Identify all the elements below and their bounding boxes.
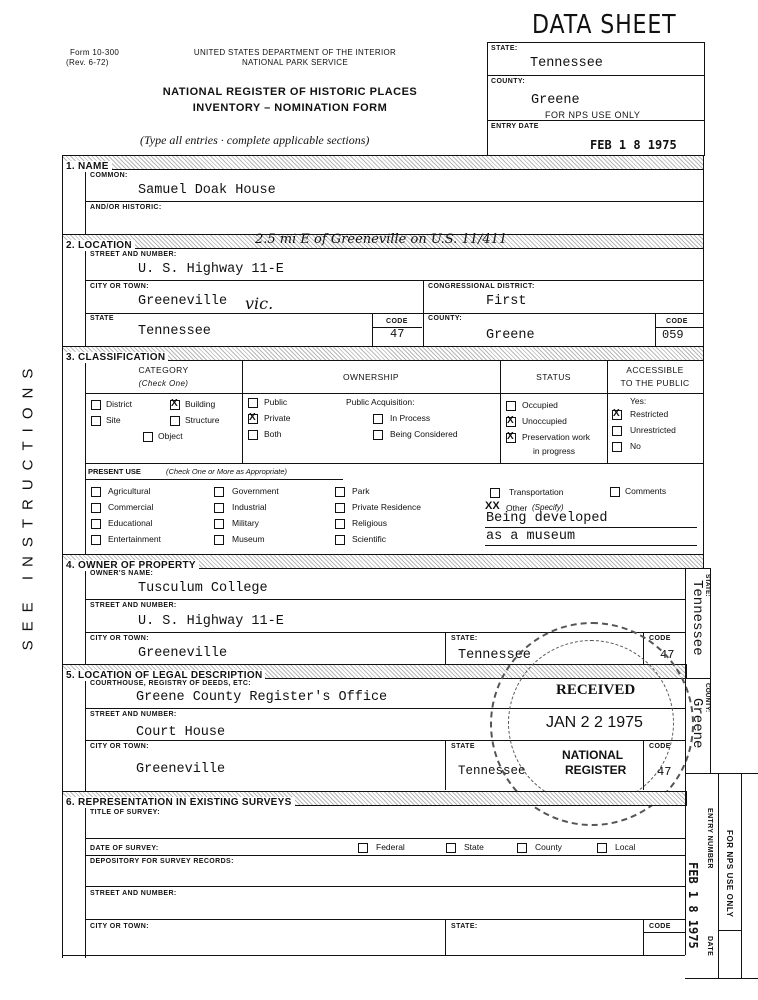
depository-state-label: STATE: [451, 923, 478, 930]
structure-label: Structure [185, 415, 220, 425]
nps-use-only: FOR NPS USE ONLY [545, 110, 641, 120]
preservation-label: Preservation work [522, 432, 591, 442]
historic-label: AND/OR HISTORIC: [90, 204, 162, 211]
courthouse-label: COURTHOUSE, REGISTRY OF DEEDS, ETC: [90, 680, 252, 687]
local-level-checkbox[interactable] [597, 843, 607, 853]
building-checkbox[interactable] [170, 400, 180, 410]
stamp-register: REGISTER [565, 763, 627, 777]
structure-checkbox[interactable] [170, 416, 180, 426]
site-label: Site [106, 415, 121, 425]
commercial-checkbox[interactable] [91, 503, 101, 513]
religious-checkbox[interactable] [335, 519, 345, 529]
service: NATIONAL PARK SERVICE [241, 58, 349, 67]
header-state-label: STATE: [491, 45, 518, 52]
street-label: STREET AND NUMBER: [90, 251, 177, 258]
building-label: Building [185, 399, 216, 409]
museum-label: Museum [232, 534, 265, 544]
scientific-checkbox[interactable] [335, 535, 345, 545]
vicinity-handwritten: vic. [245, 294, 274, 313]
data-sheet-title: DATA SHEET [532, 10, 677, 40]
form-title-1: NATIONAL REGISTER OF HISTORIC PLACES [162, 86, 418, 98]
owner-code-value: 47 [660, 648, 675, 662]
section-4-title: 4. OWNER OF PROPERTY [63, 560, 199, 571]
section-3-header [62, 346, 704, 361]
section-6-title: 6. REPRESENTATION IN EXISTING SURVEYS [63, 797, 295, 808]
restricted-checkbox[interactable] [612, 410, 622, 420]
section-1-header [62, 155, 704, 170]
military-checkbox[interactable] [214, 519, 224, 529]
see-instructions: SEE INSTRUCTIONS [19, 359, 37, 651]
educational-checkbox[interactable] [91, 519, 101, 529]
courthouse-value: Greene County Register's Office [136, 690, 388, 705]
acquisition-label: Public Acquisition: [346, 397, 415, 407]
being-considered-label: Being Considered [390, 429, 458, 439]
entry-date-stamp: FEB 1 8 1975 [590, 138, 677, 152]
form-number: Form 10-300 [70, 48, 120, 57]
site-checkbox[interactable] [91, 416, 101, 426]
section-5-title: 5. LOCATION OF LEGAL DESCRIPTION [63, 670, 265, 681]
legal-city-value: Greeneville [136, 762, 226, 777]
stamp-national: NATIONAL [562, 748, 624, 762]
federal-label: Federal [376, 842, 405, 852]
legal-city-label: CITY OR TOWN: [90, 743, 149, 750]
margin-date-label: DATE [706, 936, 713, 957]
form-title-2: INVENTORY – NOMINATION FORM [192, 102, 388, 114]
comments-checkbox[interactable] [610, 487, 620, 497]
present-use-sub: (Check One or More as Appropriate) [166, 467, 288, 476]
section-6-header [62, 791, 687, 806]
owner-code-label: CODE [649, 635, 671, 642]
occupied-label: Occupied [522, 400, 558, 410]
city-label: CITY OR TOWN: [90, 283, 149, 290]
depository-code-label: CODE [649, 923, 671, 930]
other-specify-2: as a museum [486, 529, 576, 544]
entertainment-label: Entertainment [108, 534, 161, 544]
transportation-checkbox[interactable] [490, 488, 500, 498]
loc-state-label: STATE [90, 315, 114, 322]
survey-title-label: TITLE OF SURVEY: [90, 809, 160, 816]
government-checkbox[interactable] [214, 487, 224, 497]
private-residence-checkbox[interactable] [335, 503, 345, 513]
both-label: Both [264, 429, 282, 439]
military-label: Military [232, 518, 259, 528]
other-checkbox-mark[interactable]: XX [485, 500, 500, 512]
public-label: Public [264, 397, 288, 407]
section-2-title: 2. LOCATION [63, 240, 135, 251]
private-label: Private [264, 413, 291, 423]
public-checkbox[interactable] [248, 398, 258, 408]
district-label: District [106, 399, 132, 409]
specify-label: (Specify) [532, 503, 564, 512]
owner-state-label: STATE: [451, 635, 478, 642]
industrial-label: Industrial [232, 502, 267, 512]
legal-state-value: Tennessee [458, 764, 526, 778]
state-level-checkbox[interactable] [446, 843, 456, 853]
section-1-title: 1. NAME [63, 161, 112, 172]
owner-city-value: Greeneville [138, 646, 228, 661]
local-level-label: Local [615, 842, 636, 852]
owner-name-value: Tusculum College [138, 581, 268, 596]
margin-nps-use: FOR NPS USE ONLY [725, 830, 734, 918]
county-level-checkbox[interactable] [517, 843, 527, 853]
private-residence-label: Private Residence [352, 502, 421, 512]
owner-street-value: U. S. Highway 11-E [138, 614, 284, 629]
street-value: U. S. Highway 11-E [138, 262, 284, 277]
margin-state-value: Tennessee [689, 580, 705, 656]
other-label: Other [506, 503, 528, 513]
form-revision: (Rev. 6-72) [66, 58, 109, 67]
unrestricted-label: Unrestricted [630, 425, 676, 435]
loc-code2-label: CODE [666, 318, 688, 325]
agricultural-label: Agricultural [108, 486, 151, 496]
common-name-value: Samuel Doak House [138, 183, 276, 198]
loc-county-label: COUNTY: [428, 315, 463, 322]
unoccupied-label: Unoccupied [522, 416, 567, 426]
legal-code-value: 47 [657, 765, 672, 779]
scientific-label: Scientific [352, 534, 387, 544]
ownership-header: OWNERSHIP [342, 372, 400, 382]
stamp-date: JAN 2 2 1975 [546, 714, 643, 731]
margin-date-stamp: FEB 1 8 1975 [686, 862, 700, 949]
header-state-value: Tennessee [530, 56, 603, 71]
comments-label: Comments [625, 486, 667, 496]
margin-county-label: COUNTY: [704, 683, 711, 713]
header-county-label: COUNTY: [491, 78, 526, 85]
present-use-label: PRESENT USE [88, 467, 141, 476]
city-value: Greeneville [138, 294, 228, 309]
in-progress-label: in progress [533, 446, 576, 456]
state-level-label: State [464, 842, 484, 852]
depository-city-label: CITY OR TOWN: [90, 923, 149, 930]
transportation-label: Transportation [509, 487, 564, 497]
owner-name-label: OWNER'S NAME: [90, 570, 154, 577]
educational-label: Educational [108, 518, 153, 528]
section-3-title: 3. CLASSIFICATION [63, 352, 168, 363]
occupied-checkbox[interactable] [506, 401, 516, 411]
district-checkbox[interactable] [91, 400, 101, 410]
depository-street-label: STREET AND NUMBER: [90, 890, 177, 897]
owner-state-value: Tennessee [458, 648, 531, 663]
both-checkbox[interactable] [248, 430, 258, 440]
category-header: CATEGORY [138, 365, 189, 375]
entry-number-label: ENTRY NUMBER [706, 808, 713, 869]
category-sub: (Check One) [138, 379, 189, 388]
county-level-label: County [535, 842, 562, 852]
legal-code-label: CODE [649, 743, 671, 750]
in-process-label: In Process [390, 413, 431, 423]
restricted-label: Restricted [630, 409, 669, 419]
entertainment-checkbox[interactable] [91, 535, 101, 545]
access-header-1: ACCESSIBLE [626, 365, 684, 375]
depository-label: DEPOSITORY FOR SURVEY RECORDS: [90, 858, 234, 865]
preservation-checkbox[interactable] [506, 433, 516, 443]
government-label: Government [232, 486, 279, 496]
commercial-label: Commercial [108, 502, 154, 512]
being-considered-checkbox[interactable] [373, 430, 383, 440]
access-header-2: TO THE PUBLIC [620, 378, 690, 388]
loc-county-value: Greene [486, 328, 535, 343]
private-checkbox[interactable] [248, 414, 258, 424]
in-process-checkbox[interactable] [373, 414, 383, 424]
object-label: Object [158, 431, 183, 441]
legal-street-value: Court House [136, 725, 226, 740]
margin-state-label: STATE: [704, 574, 711, 597]
unoccupied-checkbox[interactable] [506, 417, 516, 427]
religious-label: Religious [352, 518, 387, 528]
section-4-header [62, 554, 704, 569]
loc-code-label: CODE [386, 318, 408, 325]
federal-checkbox[interactable] [358, 843, 368, 853]
header-county-value: Greene [531, 93, 580, 108]
status-header: STATUS [536, 372, 571, 382]
museum-checkbox[interactable] [214, 535, 224, 545]
industrial-checkbox[interactable] [214, 503, 224, 513]
no-access-label: No [630, 441, 641, 451]
agricultural-checkbox[interactable] [91, 487, 101, 497]
margin-county-value: Greene [689, 698, 705, 749]
survey-date-label: DATE OF SURVEY: [90, 845, 159, 852]
congressional-label: CONGRESSIONAL DISTRICT: [428, 283, 535, 290]
location-handwritten-note: 2.5 mi E of Greeneville on U.S. 11/411 [255, 232, 508, 247]
stamp-received: RECEIVED [556, 682, 636, 698]
congressional-value: First [486, 294, 527, 309]
park-checkbox[interactable] [335, 487, 345, 497]
common-label: COMMON: [90, 172, 128, 179]
type-instructions: (Type all entries · complete applicable sections) [140, 133, 370, 147]
no-access-checkbox[interactable] [612, 442, 622, 452]
department: UNITED STATES DEPARTMENT OF THE INTERIOR [193, 48, 397, 57]
legal-street-label: STREET AND NUMBER: [90, 711, 177, 718]
loc-code2-value: 059 [662, 328, 684, 342]
entry-date-label: ENTRY DATE [491, 123, 539, 130]
other-specify-1: Being developed [486, 511, 608, 526]
unrestricted-checkbox[interactable] [612, 426, 622, 436]
object-checkbox[interactable] [143, 432, 153, 442]
owner-street-label: STREET AND NUMBER: [90, 602, 177, 609]
legal-state-label: STATE [451, 743, 475, 750]
access-yes-label: Yes: [630, 396, 647, 406]
loc-state-value: Tennessee [138, 324, 211, 339]
park-label: Park [352, 486, 370, 496]
owner-city-label: CITY OR TOWN: [90, 635, 149, 642]
loc-code-value: 47 [390, 327, 405, 341]
